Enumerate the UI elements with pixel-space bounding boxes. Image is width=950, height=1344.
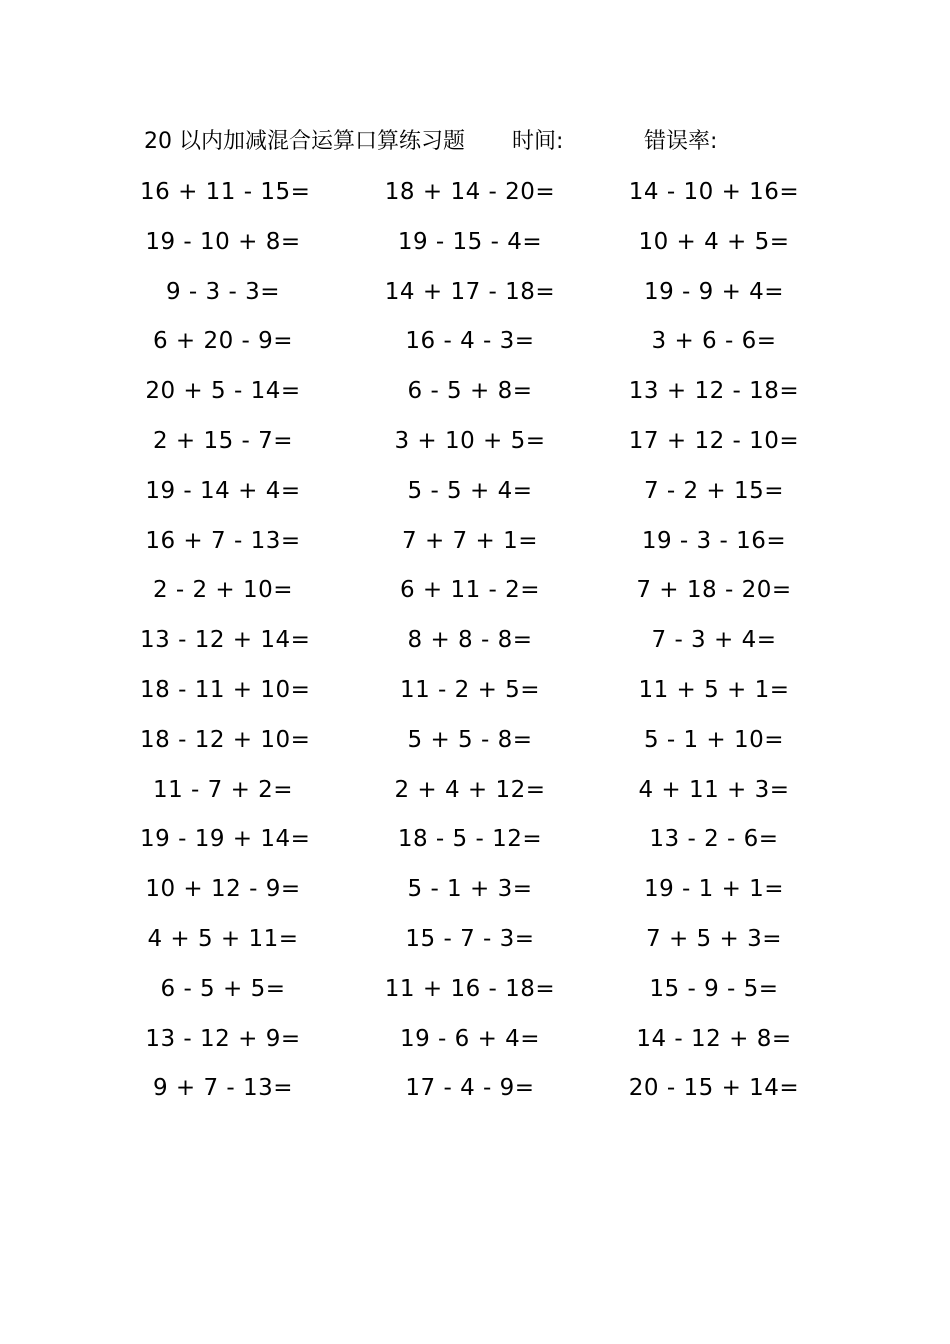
problem-item: 19 - 6 + 4=: [399, 1025, 541, 1052]
problem-item: 5 - 5 + 4=: [407, 477, 533, 504]
problem-item: 6 - 5 + 8=: [407, 378, 533, 405]
problem-item: 7 - 2 + 15=: [643, 477, 785, 504]
problem-item: 15 - 7 - 3=: [405, 925, 535, 952]
problem-item: 9 - 3 - 3=: [165, 278, 280, 305]
problem-item: 19 - 14 + 4=: [145, 477, 301, 504]
problem-item: 6 + 11 - 2=: [399, 577, 541, 604]
problem-item: 11 + 16 - 18=: [384, 975, 556, 1002]
problem-row: [0, 969, 950, 1019]
problem-item: 19 - 19 + 14=: [140, 826, 311, 853]
time-label: 时间:: [512, 129, 564, 154]
problem-row: [0, 172, 950, 222]
problem-item: 19 - 3 - 16=: [641, 527, 787, 554]
problem-item: 7 + 18 - 20=: [636, 577, 792, 604]
problem-item: 14 - 10 + 16=: [628, 179, 800, 205]
problem-item: 16 + 11 - 15=: [140, 179, 311, 205]
problem-row: [0, 720, 950, 770]
problem-item: 19 - 10 + 8=: [145, 228, 301, 255]
problem-item: 7 + 5 + 3=: [646, 925, 782, 952]
problem-item: 13 - 2 - 6=: [649, 826, 779, 853]
error-rate-label: 错误率:: [644, 129, 718, 154]
problem-item: 19 - 9 + 4=: [643, 278, 785, 305]
problem-row: [0, 471, 950, 521]
problem-row: [0, 1068, 950, 1118]
problem-row: [0, 869, 950, 919]
problem-item: 11 + 5 + 1=: [638, 676, 790, 703]
problem-item: 11 - 2 + 5=: [399, 676, 541, 703]
problem-row: [0, 620, 950, 670]
worksheet-title: 20 以内加减混合运算口算练习题: [144, 129, 465, 154]
problem-item: 18 - 12 + 10=: [140, 726, 311, 753]
problem-item: 14 + 17 - 18=: [384, 278, 556, 305]
problem-item: 16 + 7 - 13=: [145, 527, 301, 554]
problem-item: 17 + 12 - 10=: [628, 427, 800, 454]
problem-item: 3 + 10 + 5=: [394, 427, 546, 454]
problem-item: 9 + 7 - 13=: [152, 1075, 294, 1102]
problem-item: 2 + 15 - 7=: [152, 427, 294, 454]
problem-item: 4 + 5 + 11=: [147, 925, 299, 952]
problem-item: 20 + 5 - 14=: [145, 378, 301, 405]
problem-item: 6 - 5 + 5=: [160, 975, 286, 1002]
problem-item: 3 + 6 - 6=: [651, 328, 777, 355]
problem-row: [0, 321, 950, 371]
problem-item: 13 + 12 - 18=: [628, 378, 800, 405]
problem-item: 4 + 11 + 3=: [638, 776, 790, 803]
problem-item: 5 - 1 + 10=: [643, 726, 785, 753]
problem-item: 18 - 5 - 12=: [397, 826, 543, 853]
problem-item: 13 - 12 + 9=: [145, 1025, 301, 1052]
problem-item: 10 + 12 - 9=: [145, 876, 301, 903]
problem-row: [0, 570, 950, 620]
problem-item: 2 - 2 + 10=: [152, 577, 294, 604]
problem-item: 20 - 15 + 14=: [628, 1075, 800, 1102]
problem-item: 11 - 7 + 2=: [152, 776, 294, 803]
problem-row: [0, 371, 950, 421]
problem-item: 10 + 4 + 5=: [638, 228, 790, 255]
problem-item: 15 - 9 - 5=: [649, 975, 779, 1002]
problem-row: [0, 770, 950, 820]
problem-item: 7 - 3 + 4=: [651, 627, 777, 654]
problem-item: 17 - 4 - 9=: [405, 1075, 535, 1102]
problem-row: [0, 919, 950, 969]
problem-row: [0, 421, 950, 471]
worksheet-header: [144, 124, 844, 160]
problem-item: 5 - 1 + 3=: [407, 876, 533, 903]
problem-item: 19 - 15 - 4=: [397, 228, 543, 255]
problem-item: 19 - 1 + 1=: [643, 876, 785, 903]
problem-item: 6 + 20 - 9=: [152, 328, 294, 355]
problem-item: 7 + 7 + 1=: [402, 527, 538, 554]
problem-item: 13 - 12 + 14=: [140, 627, 311, 654]
problem-row: [0, 521, 950, 571]
problem-item: 18 - 11 + 10=: [140, 676, 311, 703]
problem-item: 5 + 5 - 8=: [407, 726, 533, 753]
problem-row: [0, 670, 950, 720]
problem-item: 2 + 4 + 12=: [394, 776, 546, 803]
problem-item: 16 - 4 - 3=: [405, 328, 535, 355]
problem-grid: [0, 172, 950, 1118]
problem-row: [0, 222, 950, 272]
problem-row: [0, 1019, 950, 1069]
problem-item: 8 + 8 - 8=: [407, 627, 533, 654]
problem-row: [0, 272, 950, 322]
problem-row: [0, 819, 950, 869]
problem-item: 14 - 12 + 8=: [636, 1025, 792, 1052]
problem-item: 18 + 14 - 20=: [384, 179, 556, 205]
